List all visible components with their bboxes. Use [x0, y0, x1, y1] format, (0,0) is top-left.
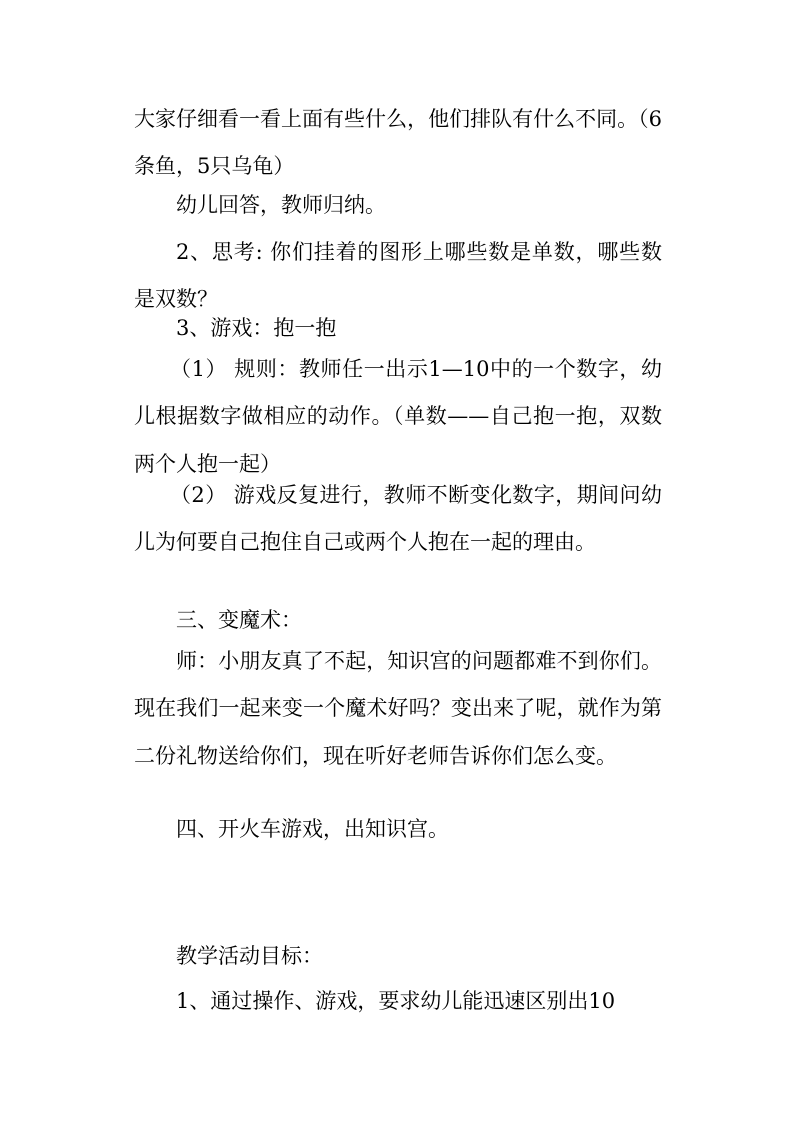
paragraph-goal-1: 1、通过操作、游戏，要求幼儿能迅速区别出10 [176, 989, 616, 1013]
paragraph-teacher-speech: 师：小朋友真了不起，知识宫的问题都难不到你们。现在我们一起来变一个魔术好吗？变出来了呢，就作为第二份礼物送给你们，现在听好老师告诉你们怎么变。 [134, 649, 662, 768]
section-heading-train-game: 四、开火车游戏，出知识宫。 [176, 817, 449, 841]
paragraph-game-rule: （1） 规则：教师任一出示1—10中的一个数字，幼儿根据数字做相应的动作。（单数——自己抱一抱，双数两个人抱一起） [134, 357, 662, 476]
paragraph-think-question: 2、思考: 你们挂着的图形上哪些数是单数，哪些数是双数？ [134, 240, 662, 312]
paragraph-child-answer: 幼儿回答，教师归纳。 [176, 193, 386, 217]
paragraph-intro-question: 大家仔细看一看上面有些什么，他们排队有什么不同。（6条鱼，5只乌龟） [134, 107, 662, 179]
heading-teaching-goals: 教学活动目标： [176, 944, 323, 968]
section-heading-magic: 三、变魔术： [176, 608, 302, 632]
paragraph-game-repeat: （2） 游戏反复进行，教师不断变化数字，期间问幼儿为何要自己抱住自己或两个人抱在一起的理由。 [134, 483, 662, 555]
paragraph-game-heading: 3、游戏：抱一抱 [176, 316, 337, 340]
